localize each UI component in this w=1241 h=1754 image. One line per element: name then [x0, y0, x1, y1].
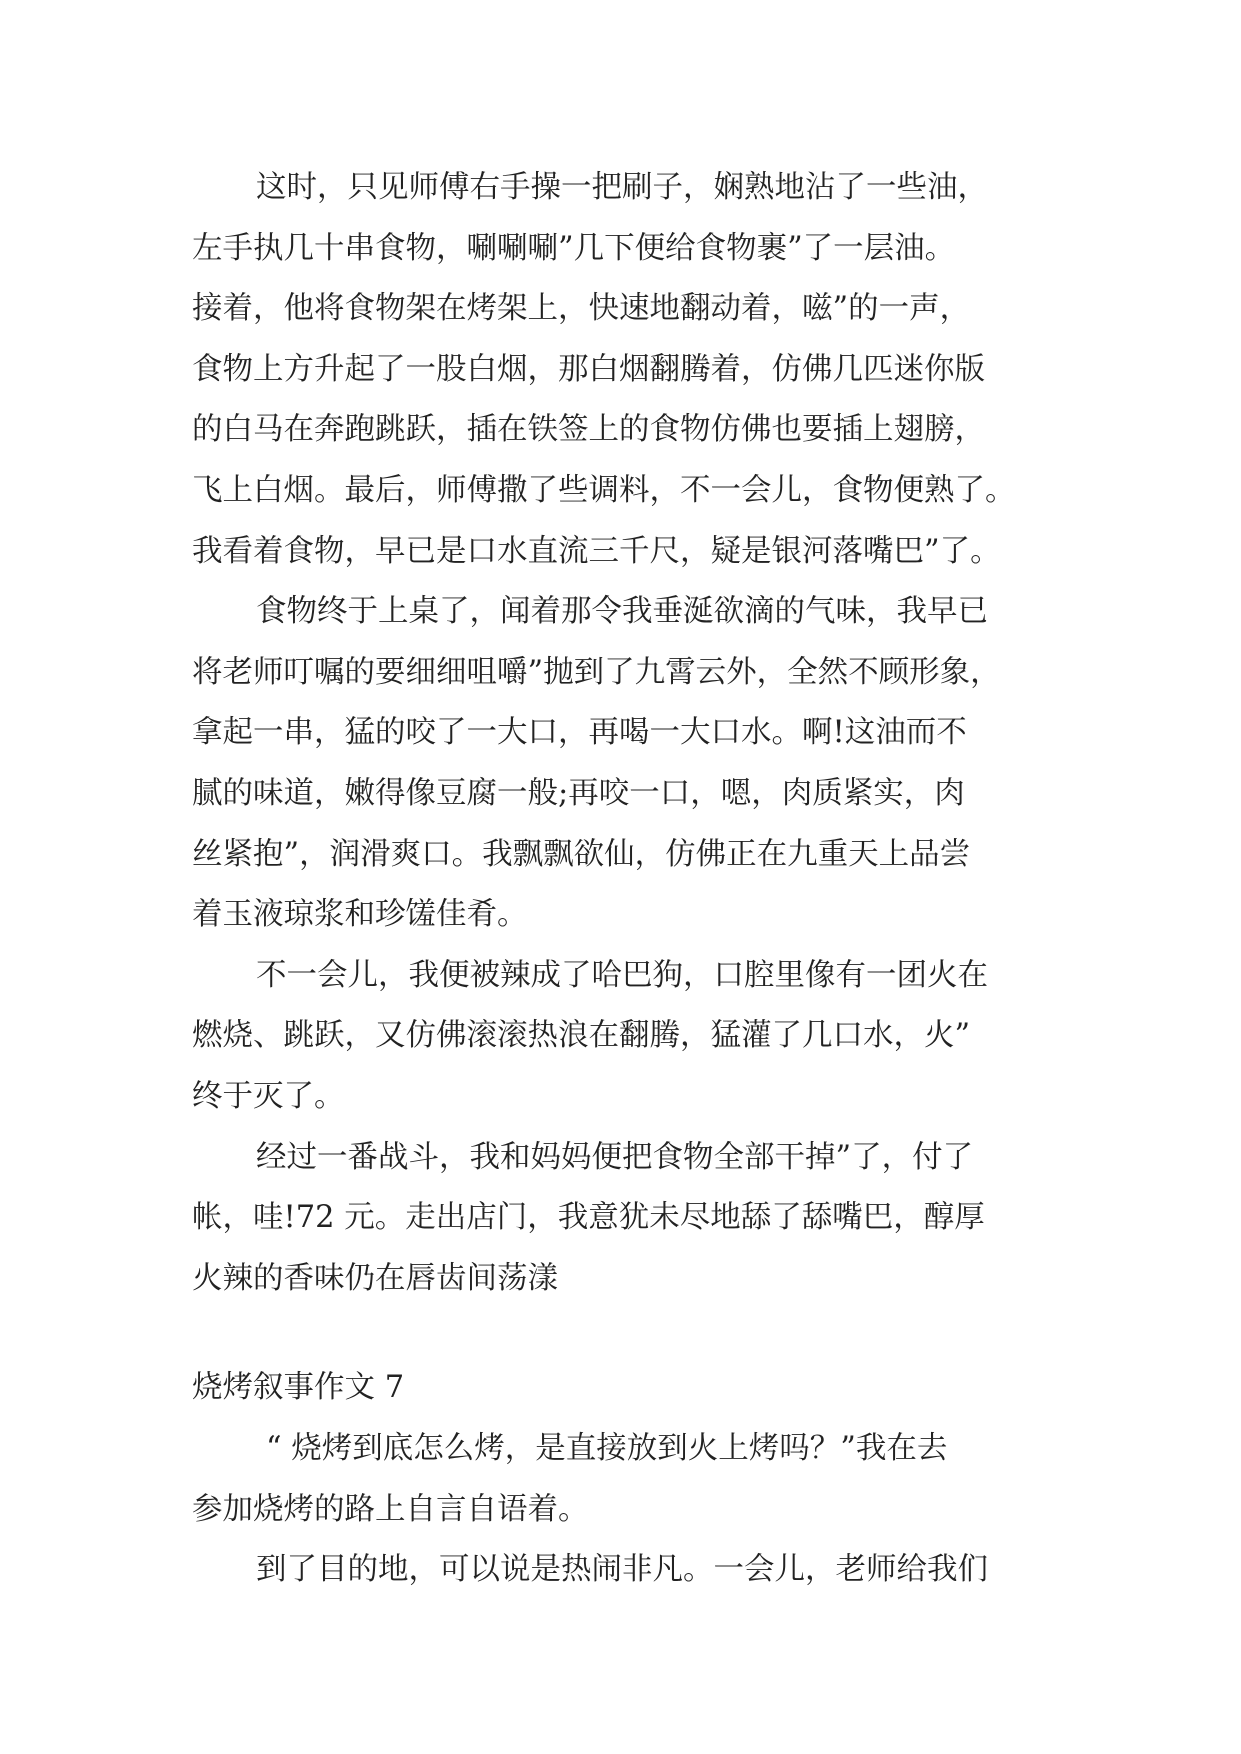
text-line: 燃烧、跳跃，又仿佛滚滚热浪在翻腾，猛灌了几口水，火”	[192, 1018, 971, 1054]
text-line: 的白马在奔跑跳跃，插在铁签上的食物仿佛也要插上翅膀，	[192, 412, 985, 448]
text-line: 这时，只见师傅右手操一把刷子，娴熟地沾了一些油，	[256, 170, 988, 205]
text-line: 接着，他将食物架在烤架上，快速地翻动着，嗞”的一声，	[192, 291, 971, 327]
text-line: 食物终于上桌了，闻着那令我垂涎欲滴的气味，我早已	[256, 594, 988, 630]
paragraph-3	[192, 946, 1052, 1128]
text-line: 腻的味道，嫩得像豆腐一般;再咬一口，嗯，肉质紧实，肉	[192, 775, 965, 811]
text-line: 终于灭了。	[192, 1078, 345, 1114]
text-line: 经过一番战斗，我和妈妈便把食物全部干掉”了，付了	[256, 1139, 974, 1175]
section-title: 烧烤叙事作文 7	[192, 1370, 405, 1406]
paragraph-6	[192, 1540, 1052, 1601]
section-spacer	[192, 1309, 1052, 1357]
text-line: 食物上方升起了一股白烟，那白烟翻腾着，仿佛几匹迷你版	[192, 351, 985, 387]
text-line: 帐，哇!72 元。走出店门，我意犹未尽地舔了舔嘴巴，醇厚	[192, 1200, 985, 1236]
text-line: 着玉液琼浆和珍馐佳肴。	[192, 897, 528, 933]
text-line: 火辣的香味仍在唇齿间荡漾	[192, 1260, 558, 1296]
text-line: 飞上白烟。最后，师傅撒了些调料，不一会儿，食物便熟了。	[192, 472, 1016, 508]
text-line: 我看着食物，早已是口水直流三千尺，疑是银河落嘴巴”了。	[192, 533, 1001, 569]
paragraph-4	[192, 1128, 1052, 1310]
text-line: 不一会儿，我便被辣成了哈巴狗，口腔里像有一团火在	[256, 957, 988, 993]
document-body	[192, 158, 1052, 1601]
text-line: 左手执几十串食物，唰唰唰”几下便给食物裹”了一层油。	[192, 230, 956, 266]
paragraph-2	[192, 582, 1052, 946]
text-line: 到了目的地，可以说是热闹非凡。一会儿，老师给我们	[256, 1552, 988, 1588]
text-line: “ 烧烤到底怎么烤，是直接放到火上烤吗？”我在去	[266, 1431, 948, 1467]
paragraph-5	[192, 1419, 1052, 1540]
paragraph-1	[192, 158, 1052, 582]
text-line: 拿起一串，猛的咬了一大口，再喝一大口水。啊!这油而不	[192, 715, 967, 751]
text-line: 将老师叮嘱的要细细咀嚼”抛到了九霄云外，全然不顾形象，	[192, 654, 1001, 690]
text-line: 丝紧抱”，润滑爽口。我飘飘欲仙，仿佛正在九重天上品尝	[192, 836, 971, 872]
text-line: 参加烧烤的路上自言自语着。	[192, 1491, 589, 1527]
